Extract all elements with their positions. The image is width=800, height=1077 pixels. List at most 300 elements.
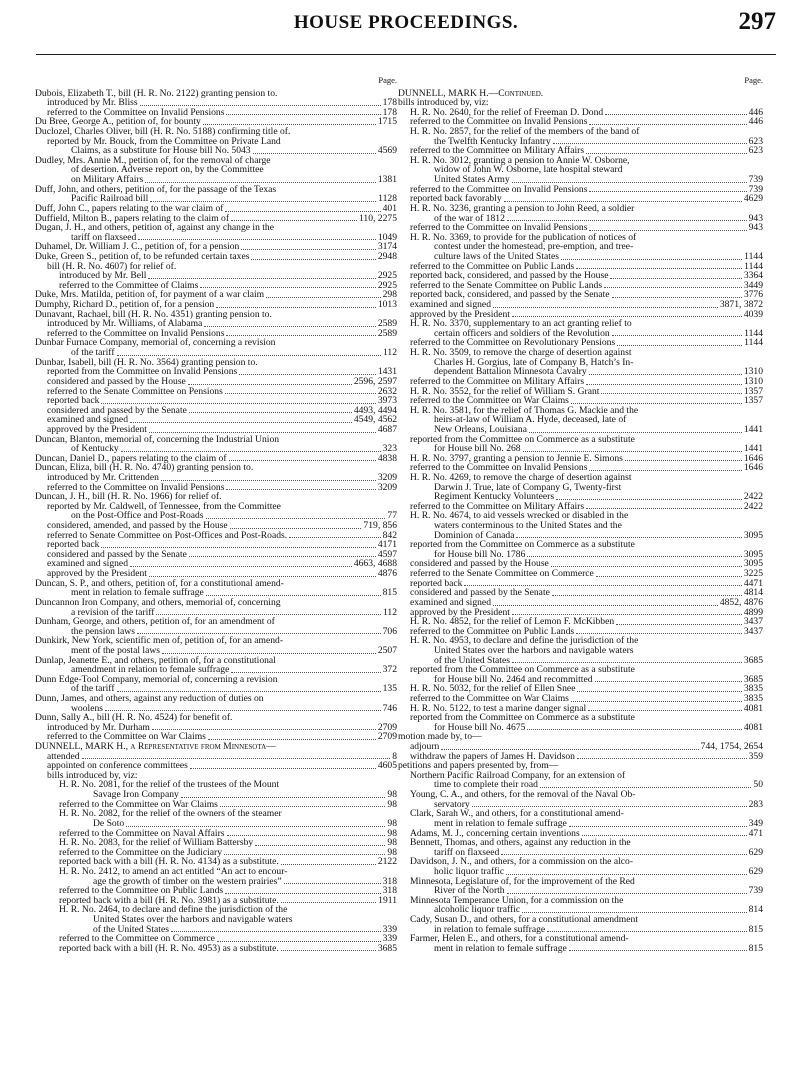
entry-text: United States over the harbors and navigable waters (434, 644, 634, 656)
entry-text: reported back (47, 539, 100, 551)
dot-leader (206, 586, 381, 596)
entry-text: woolens (71, 702, 103, 714)
entry-page-ref: 739 (748, 183, 763, 195)
entry-text: H. R. No. 3370, supplementary to an act granting relief to (410, 318, 632, 330)
entry-text: H. R. No. 2081, for the relief of the trustees of the Mount (59, 779, 280, 791)
entry-text: H. R. No. 2082, for the relief of the owners of the steamer (59, 808, 282, 820)
entry-page-ref: 4081 (743, 702, 763, 714)
entry-text: referred to the Committee on Invalid Pensions (410, 183, 588, 195)
entry-text: referred to the Committee on the Judiciary (59, 846, 223, 858)
entry-text: Duncan, Blanton, memorial of, concerning the Industrial Union (35, 433, 280, 445)
entry-text: introduced by Mr. Bliss (47, 97, 138, 109)
entry-text: Adams, M. J., concerning certain inventions (410, 827, 580, 839)
entry-text: Davidson, J. N., and others, for a commission on the alco- (410, 856, 634, 868)
index-column-left (35, 76, 397, 953)
entry-text: Duncan, J. H., bill (H. R. No. 1966) for relief of. (35, 491, 222, 503)
entry-page-ref: 50 (753, 779, 763, 791)
entry-text: H. R. No. 5122, to test a marine danger signal (410, 702, 587, 714)
dot-leader (516, 528, 741, 538)
dot-leader (529, 423, 742, 433)
dot-leader (561, 250, 742, 260)
entry-text: referred to the Committee of Claims (59, 279, 199, 291)
entry-text: Regiment Kentucky Volunteers (434, 491, 555, 503)
entry-text: considered and passed by the Senate (47, 404, 187, 416)
entry-page-ref: 112 (382, 606, 397, 618)
dot-leader (571, 692, 742, 702)
entry-text: referred to Senate Committee on Post-Offices and Post-Roads. (47, 529, 288, 541)
entry-page-ref: 3095 (743, 529, 763, 541)
entry-text: appointed on conference committees (47, 760, 188, 772)
entry-page-ref: 446 (748, 116, 763, 128)
entry-text: reported back (410, 577, 463, 589)
entry-text: approved by the President (47, 568, 147, 580)
entry-text: motion made by, to— (398, 731, 482, 743)
entry-text: of the war of 1812 (434, 212, 505, 224)
dot-leader (145, 173, 376, 183)
entry-text: reported back with a bill (H. R. No. 4953) as a substitute. (59, 942, 279, 954)
header-rule (36, 54, 776, 55)
entry-text: referred to the Committee on Commerce (59, 933, 215, 945)
dot-leader (522, 903, 746, 913)
dot-leader (130, 557, 352, 567)
dot-leader (604, 278, 742, 288)
entry-text: amendment in relation to female suffrage (71, 664, 230, 676)
entry-text: in relation to female suffrage (434, 923, 546, 935)
entry-text: referred to the Committee on Invalid Pensions (410, 462, 588, 474)
dot-leader (625, 451, 742, 461)
dot-leader (576, 624, 742, 634)
entry-page-ref: 2632 (377, 385, 397, 397)
entry-text: reported from the Committee on Commerce as a substitute (410, 712, 635, 724)
dot-leader (251, 250, 375, 260)
entry-text: Charles H. Gorgius, late of Company B, Hatch’s In- (434, 356, 634, 368)
entry-text: servatory (434, 798, 470, 810)
entry-page-ref: 372 (382, 664, 397, 676)
entry-text: Dunavant, Rachael, bill (H. R. No. 4351) granting pension to. (35, 308, 272, 320)
entry-page-ref: 178 (382, 97, 397, 109)
entry-text: tariff on flaxseed (71, 231, 137, 243)
dot-leader (504, 192, 742, 202)
entry-text: for House bill No. 2464 and recommitted (434, 673, 593, 685)
entry-text: ment in relation to female suffrage (71, 587, 204, 599)
entry-page-ref: 1441 (743, 443, 763, 455)
dot-leader (512, 307, 742, 317)
entry-page-ref: 719, 856 (363, 520, 397, 532)
entry-text: Savage Iron Company (93, 789, 179, 801)
dot-leader (284, 874, 381, 884)
dot-leader (231, 211, 357, 221)
entry-text: Duncan, Daniel D., papers relating to the claim of (35, 452, 227, 464)
entry-page-ref: 4899 (743, 606, 763, 618)
dot-leader (617, 336, 742, 346)
dot-leader (507, 211, 747, 221)
dot-leader (556, 490, 742, 500)
dot-leader (255, 836, 385, 846)
entry-text: ment in relation to female suffrage (434, 817, 567, 829)
dot-leader (569, 817, 747, 827)
dot-leader (239, 365, 376, 375)
dot-leader (612, 288, 742, 298)
entry-text: referred to the Committee on Revolutionary Pensions (410, 337, 616, 349)
entry-page-ref: 1013 (377, 299, 397, 311)
entry-text: age the growth of timber on the western prairies” (93, 875, 282, 887)
dot-leader (569, 941, 747, 951)
dot-leader (150, 192, 376, 202)
entry-page-ref: 2589 (377, 327, 397, 339)
entry-page-ref: 3225 (743, 568, 763, 580)
entry-page-ref: 4852, 4876 (719, 596, 763, 608)
entry-page-ref: 4597 (377, 548, 397, 560)
entry-page-ref: 77 (387, 510, 397, 522)
entry-page-ref: 739 (748, 885, 763, 897)
entry-text: referred to the Committee on Military Affairs (410, 500, 585, 512)
entry-text: reported back favorably (410, 193, 502, 205)
entry-text: H. R. No. 4269, to remove the charge of desertion against (410, 471, 632, 483)
dot-leader (527, 720, 741, 730)
entry-page-ref: 359 (748, 750, 763, 762)
entry-text: Bennett, Thomas, and others, against any reduction in the (410, 837, 631, 849)
entry-text: referred to the Senate Committee on Public Lands (410, 279, 603, 291)
entry-text: H. R. No. 3369, to provide for the publication of notices of (410, 231, 637, 243)
entry-text: a revision of the tariff (71, 606, 155, 618)
dot-leader (140, 96, 381, 106)
dot-leader (616, 615, 742, 625)
entry-text: De Soto (93, 817, 125, 829)
entry-text: Clark, Sarah W., and others, for a constitutional amend- (410, 808, 624, 820)
dot-leader (577, 682, 741, 692)
dot-leader (117, 346, 381, 356)
dot-leader (595, 672, 742, 682)
entry-text: referred to the Committee on Military Affairs (410, 375, 585, 387)
dot-leader (589, 365, 742, 375)
entry-page-ref: 318 (382, 875, 397, 887)
entry-page-ref: 4663, 4688 (353, 558, 397, 570)
dot-leader (577, 749, 747, 759)
entry-text: reported by Mr. Bouck, from the Committee on Private Land (47, 135, 281, 147)
entry-text: of the United States (434, 654, 510, 666)
entry-page-ref: 4814 (743, 587, 763, 599)
entry-text: waters conterminous to the United States and the (434, 520, 622, 532)
dot-leader (571, 394, 742, 404)
dot-leader (588, 701, 742, 711)
entry-page-ref: 1441 (743, 423, 763, 435)
entry-text: Dudley, Mrs. Annie M., petition of, for the removal of charge (35, 154, 271, 166)
entry-text: examined and signed (410, 299, 491, 311)
entry-text: certain officers and soldiers of the Revolution (434, 327, 610, 339)
entry-text: Young, C. A., and others, for the removal of the Naval Ob- (410, 789, 636, 801)
entry-page-ref: 4549, 4562 (353, 414, 397, 426)
dot-leader (540, 778, 752, 788)
dot-leader (203, 115, 376, 125)
entry-text: introduced by Mr. Williams, of Alabama (47, 318, 203, 330)
dot-leader (149, 567, 376, 577)
entry-page-ref: 3449 (743, 279, 763, 291)
index-entry (398, 944, 763, 954)
entry-page-ref: 943 (748, 222, 763, 234)
entry-text: Duhamel, Dr. William J. C., petition of, for a pension (35, 241, 240, 253)
entry-text: H. R. No. 4953, to declare and define the jurisdiction of the (410, 635, 639, 647)
entry-text: approved by the President (410, 308, 510, 320)
entry-page-ref: 4687 (377, 423, 397, 435)
dot-leader (189, 403, 352, 413)
entry-text: examined and signed (47, 414, 128, 426)
entry-text: H. R. No. 3509, to remove the charge of desertion against (410, 347, 632, 359)
entry-text: reported by Mr. Caldwell, of Tennessee, from the Committee (47, 500, 281, 512)
entry-page-ref: 2948 (377, 250, 397, 262)
entry-page-ref: 4569 (377, 145, 397, 157)
entry-text: referred to the Committee on Public Lands (410, 625, 575, 637)
entry-page-ref: 4876 (377, 568, 397, 580)
entry-text: Minnesota, Legislature of, for the improvement of the Red (410, 875, 635, 887)
entry-page-ref: 1310 (743, 375, 763, 387)
dot-leader (130, 413, 352, 423)
entry-page-ref: 2422 (743, 500, 763, 512)
dot-leader (507, 884, 747, 894)
dot-leader (493, 298, 718, 308)
entry-page-ref: 623 (748, 135, 763, 147)
column-page-label: Page. (378, 75, 397, 85)
entry-page-ref: 323 (382, 443, 397, 455)
entry-page-ref: 629 (748, 865, 763, 877)
entry-page-ref: 3776 (743, 289, 763, 301)
entry-text: referred to the Committee on Public Lands (410, 260, 575, 272)
entry-page-ref: 815 (382, 587, 397, 599)
entry-text: DUNNELL, MARK H.—Continued. (398, 87, 544, 99)
dot-leader (589, 182, 746, 192)
entry-text: Dunlap, Jeanette E., and others, petition of, for a constitutional (35, 654, 276, 666)
entry-page-ref: 3095 (743, 558, 763, 570)
dot-leader (281, 893, 376, 903)
dot-leader (582, 826, 747, 836)
entry-text: River of the North (434, 885, 505, 897)
entry-text: H. R. No. 2464, to declare and define the jurisdiction of the (59, 904, 288, 916)
entry-page-ref: 98 (387, 789, 397, 801)
dot-leader (208, 730, 376, 740)
entry-text: Minnesota Temperance Union, for a commission on the (410, 894, 624, 906)
column-page-label: Page. (744, 75, 763, 85)
entry-page-ref: 4039 (743, 308, 763, 320)
entry-text: considered and passed by the Senate (410, 587, 550, 599)
entry-text: Dunn, James, and others, against any reduction of duties on (35, 693, 264, 704)
entry-text: of the tariff (71, 347, 115, 359)
entry-text: Dunkirk, New York, scientific men of, petition of, for an amend- (35, 635, 284, 647)
dot-leader (576, 259, 742, 269)
entry-page-ref: 3437 (743, 616, 763, 628)
entry-page-ref: 623 (748, 145, 763, 157)
entry-page-ref: 318 (382, 885, 397, 897)
entry-text: introduced by Mr. Crittenden (47, 471, 159, 483)
entry-text: H. R. No. 3236, granting a pension to John Reed, a soldier (410, 202, 635, 214)
dot-leader (105, 701, 381, 711)
entry-page-ref: 3685 (743, 673, 763, 685)
dot-leader (281, 941, 376, 951)
dot-leader (506, 865, 746, 875)
dot-leader (226, 480, 375, 490)
entry-page-ref: 1357 (743, 395, 763, 407)
entry-text: alcoholic liquor traffic (434, 904, 521, 916)
entry-text: heirs-at-law of William A. Hyde, deceased, late of (434, 414, 627, 426)
entry-text: Darwin J. True, late of Company G, Twenty-first (434, 481, 622, 493)
entry-text: the pension laws (71, 625, 135, 637)
dot-leader (551, 557, 742, 567)
dot-leader (610, 269, 741, 279)
entry-page-ref: 3437 (743, 625, 763, 637)
entry-page-ref: 4171 (377, 539, 397, 551)
dot-leader (586, 144, 747, 154)
entry-page-ref: 1381 (377, 174, 397, 186)
entry-text: of the tariff (71, 683, 115, 695)
entry-page-ref: 4605 (377, 760, 397, 772)
entry-text: referred to the Committee on Naval Affairs (59, 827, 225, 839)
dot-leader (126, 817, 385, 827)
entry-page-ref: 2709 (377, 721, 397, 733)
entry-text: Dunham, George, and others, petition of, for an amendment of (35, 616, 275, 628)
dot-leader (281, 855, 376, 865)
entry-page-ref: 98 (387, 837, 397, 849)
dot-leader (527, 547, 741, 557)
entry-page-ref: 3871, 3872 (719, 299, 763, 311)
entry-page-ref: 815 (748, 923, 763, 935)
entry-page-ref: 2122 (377, 856, 397, 868)
entry-page-ref: 98 (387, 846, 397, 858)
entry-text: considered, amended, and passed by the House (47, 520, 228, 532)
entry-text: considered and passed by the House (410, 558, 549, 570)
entry-text: H. R. No. 3797, granting a pension to Jennie E. Simons (410, 452, 623, 464)
dot-leader (227, 826, 386, 836)
entry-page-ref: 1911 (378, 894, 397, 906)
entry-page-ref: 2596, 2597 (353, 375, 397, 387)
entry-text: reported from the Committee on Commerce as a substitute (410, 664, 635, 676)
entry-page-ref: 943 (748, 212, 763, 224)
entry-text: reported back (47, 395, 100, 407)
entry-page-ref: 8 (392, 750, 397, 762)
entry-text: considered and passed by the House (47, 375, 186, 387)
entry-text: Dunn Edge-Tool Company, memorial of, concerning a revision (35, 673, 278, 685)
entry-page-ref: 1715 (377, 116, 397, 128)
entry-text: ment in relation to female suffrage (434, 942, 567, 954)
entry-text: reported back with a bill (H. R. No. 4134) as a substitute. (59, 856, 279, 868)
dot-leader (188, 375, 352, 385)
entry-page-ref: 3835 (743, 693, 763, 704)
dot-leader (190, 759, 376, 769)
entry-page-ref: 2589 (377, 318, 397, 330)
entry-page-ref: 3973 (377, 395, 397, 407)
entry-text: United States Army (434, 174, 510, 186)
dot-leader (612, 326, 742, 336)
entry-text: Duncannon Iron Company, and others, memorial of, concerning (35, 596, 281, 608)
entry-text: H. R. No. 2640, for the relief of Freeman D. Dond (410, 106, 604, 118)
dot-leader (231, 663, 380, 673)
dot-leader (589, 115, 746, 125)
entry-text: DUNNELL, MARK H., a Representative from Minnesota— (35, 741, 276, 753)
entry-page-ref: 4471 (743, 577, 763, 589)
dot-leader (501, 845, 746, 855)
dot-leader (216, 298, 376, 308)
entry-text: time to complete their road (434, 779, 538, 791)
entry-text: Duclozel, Charles Oliver, bill (H. R. No. 5188) confirming title of. (35, 126, 291, 138)
dot-leader (189, 547, 376, 557)
entry-text: for House bill No. 4675 (434, 721, 526, 733)
entry-text: dependent Battalion Minnesota Cavalry (434, 366, 587, 378)
entry-page-ref: 1144 (744, 337, 763, 349)
dot-leader (148, 269, 375, 279)
dot-leader (162, 644, 376, 654)
dot-leader (586, 499, 742, 509)
entry-text: bill (H. R. No. 4607) for relief of. (47, 260, 177, 272)
entry-page-ref: 2709 (377, 731, 397, 743)
entry-text: examined and signed (47, 558, 128, 570)
entry-text: Dumphy, Richard D., petition of, for a pension (35, 299, 215, 311)
dot-leader (101, 394, 375, 404)
entry-text: H. R. No. 3581, for the relief of Thomas G. Mackie and the (410, 404, 639, 416)
entry-page-ref: 3209 (377, 481, 397, 493)
entry-text: culture laws of the United States (434, 250, 559, 262)
entry-page-ref: 1646 (743, 462, 763, 474)
entry-page-ref: 349 (748, 817, 763, 829)
entry-text: adjourn (410, 741, 440, 753)
entry-page-ref: 110, 2275 (358, 212, 397, 224)
dot-leader (493, 596, 718, 606)
dot-leader (137, 624, 381, 634)
entry-text: of desertion. Adverse report on, by the Committee (71, 164, 264, 176)
entry-text: Duffield, Milton B., papers relating to the claim of (35, 212, 230, 224)
entry-page-ref: 629 (748, 846, 763, 858)
entry-text: bills introduced by, viz: (398, 97, 489, 109)
dot-leader (161, 471, 376, 481)
entry-text: H. R. No. 2857, for the relief of the members of the band of (410, 126, 640, 138)
entry-text: reported from the Committee on Invalid Pensions (47, 366, 238, 378)
entry-page-ref: 471 (748, 827, 763, 839)
page-header (36, 8, 776, 42)
dot-leader (253, 144, 376, 154)
entry-page-ref: 1646 (743, 452, 763, 464)
dot-leader (226, 105, 380, 115)
dot-leader (472, 797, 747, 807)
entry-text: referred to the Committee on Invalid Pensions (410, 116, 588, 128)
dot-leader (149, 423, 376, 433)
entry-text: H. R. No. 4674, to aid vessels wrecked or disabled in the (410, 510, 629, 522)
entry-page-ref: 98 (387, 827, 397, 839)
dot-leader (156, 605, 380, 615)
dot-leader (512, 173, 747, 183)
entry-page-ref: 98 (387, 798, 397, 810)
entry-text: Claims, as a substitute for House bill No. 5043 (71, 145, 251, 157)
entry-page-ref: 814 (748, 904, 763, 916)
entry-text: Duff, John, and others, petition of, for the passage of the Texas (35, 183, 277, 195)
entry-text: reported back, considered, and passed by the House (410, 270, 609, 282)
entry-page-ref: 842 (382, 529, 397, 541)
dot-leader (224, 845, 385, 855)
page-title: HOUSE PROCEEDINGS. (293, 12, 519, 33)
entry-text: tariff on flaxseed (434, 846, 500, 858)
dot-leader (596, 567, 742, 577)
dot-leader (266, 288, 380, 298)
entry-text: New Orleans, Louisiana (434, 423, 527, 435)
entry-page-ref: 2507 (377, 644, 397, 656)
entry-text: referred to the Committee on War Claims (59, 798, 218, 810)
entry-page-ref: 4838 (377, 452, 397, 464)
entry-text: Dominion of Canada (434, 529, 515, 541)
dot-leader (523, 442, 742, 452)
entry-text: Dubois, Elizabeth T., bill (H. R. No. 2122) granting pension to. (35, 87, 278, 99)
entry-text: H. R. No. 5032, for the relief of Ellen Snee (410, 683, 576, 695)
entry-text: reported from the Committee on Commerce as a substitute (410, 539, 635, 551)
entry-text: Duncan, Eliza, bill (H. R. No. 4740) granting pension to. (35, 462, 254, 474)
page-number: 297 (738, 8, 776, 35)
entry-page-ref: 98 (387, 817, 397, 829)
entry-text: for House bill No. 1786 (434, 548, 526, 560)
entry-text: holic liquor traffic (434, 865, 505, 877)
